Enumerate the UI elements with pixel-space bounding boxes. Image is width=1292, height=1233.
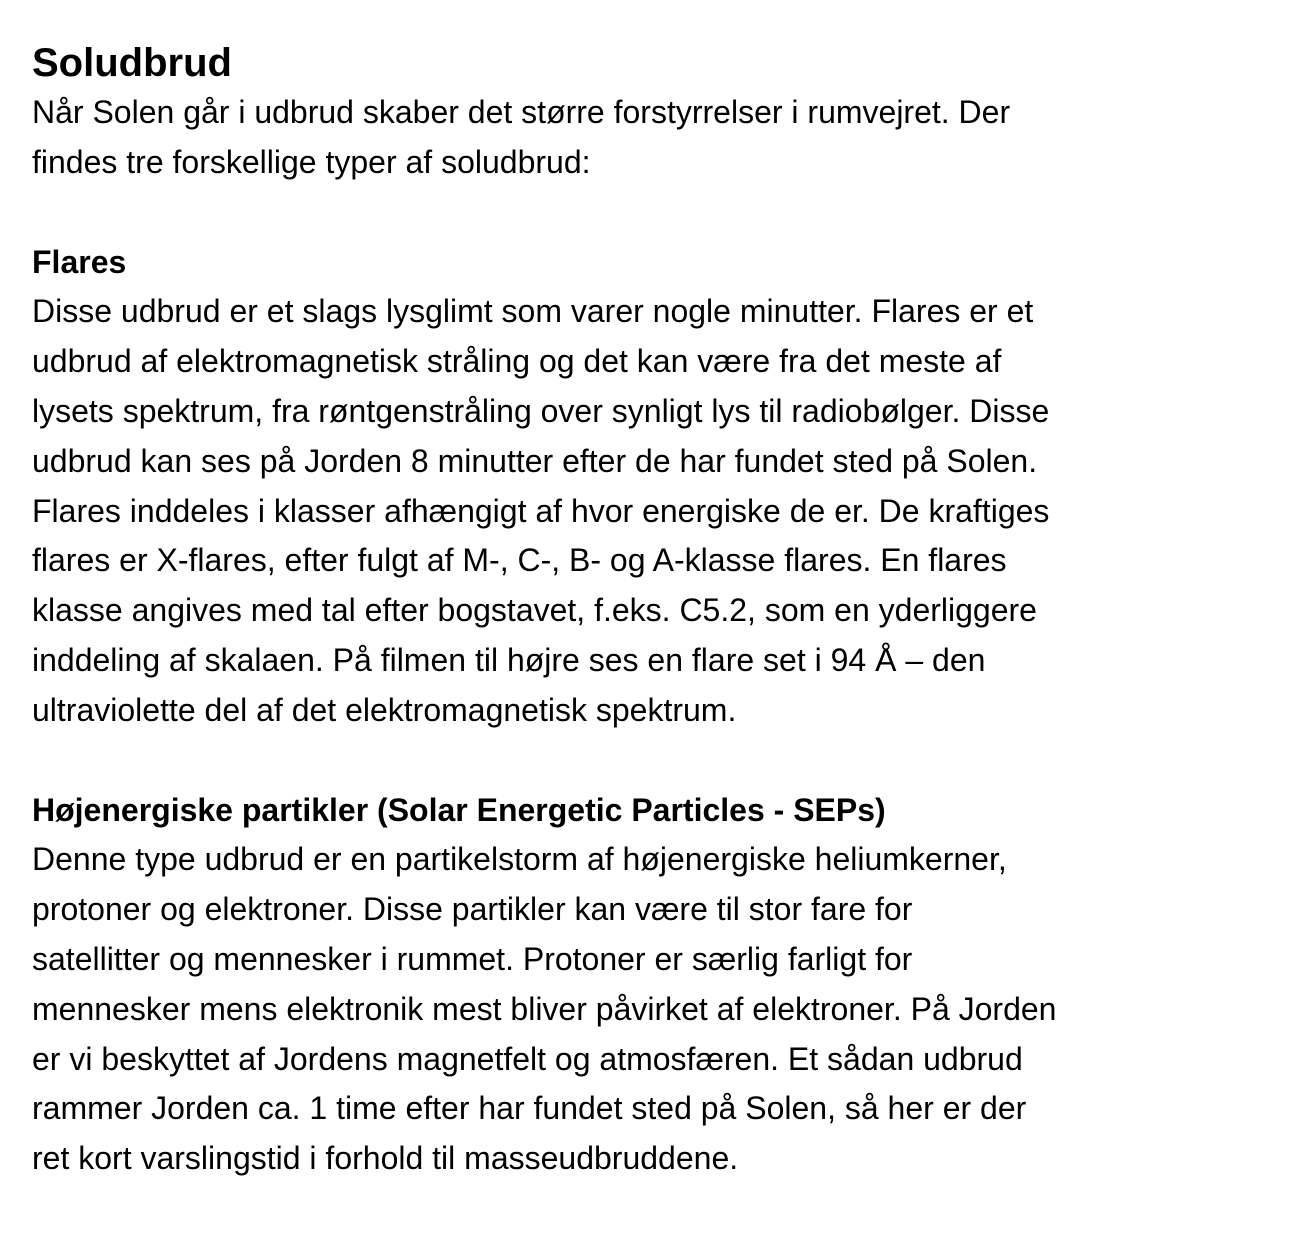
paragraph-gap: [32, 736, 1282, 786]
text-line: flares er X-flares, efter fulgt af M-, C-, B- og A-klasse flares. En flares: [32, 542, 1007, 579]
text-line: ultraviolette del af det elektromagnetisk spektrum.: [32, 691, 737, 728]
text-line: Denne type udbrud er en partikelstorm af højenergiske heliumkerner,: [32, 841, 1007, 878]
text-line: lysets spektrum, fra røntgenstråling over synligt lys til radiobølger. Disse: [32, 392, 1050, 429]
section-heading: Flares: [32, 244, 127, 281]
text-line: klasse angives med tal efter bogstavet, f.eks. C5.2, som en yderliggere: [32, 592, 1037, 629]
text-line: inddeling af skalaen. På filmen til højre ses en flare set i 94 Å – den: [32, 641, 986, 678]
section-seps: [32, 785, 1282, 1184]
text-line: satellitter og mennesker i rummet. Protoner er særlig farligt for: [32, 940, 913, 977]
text-line: rammer Jorden ca. 1 time efter har fundet sted på Solen, så her er der: [32, 1090, 1027, 1127]
section-paragraph: [32, 835, 1282, 1184]
document-page: [32, 38, 1282, 1184]
text-line: ret kort varslingstid i forhold til masseudbruddene.: [32, 1140, 739, 1177]
section-flares: [32, 237, 1282, 735]
text-line: udbrud af elektromagnetisk stråling og det kan være fra det meste af: [32, 343, 1002, 380]
text-line: findes tre forskellige typer af soludbrud:: [32, 143, 591, 180]
text-line: Når Solen går i udbrud skaber det større forstyrrelser i rumvejret. Der: [32, 94, 1011, 130]
page-title: Soludbrud: [32, 41, 232, 85]
section-paragraph: [32, 287, 1282, 735]
text-line: er vi beskyttet af Jordens magnetfelt og atmosfæren. Et sådan udbrud: [32, 1040, 1023, 1077]
text-line: Flares inddeles i klasser afhængigt af hvor energiske de er. De kraftiges: [32, 492, 1050, 529]
text-line: mennesker mens elektronik mest bliver påvirket af elektroner. På Jorden: [32, 990, 1057, 1027]
text-line: protoner og elektroner. Disse partikler kan være til stor fare for: [32, 891, 913, 928]
text-line: udbrud kan ses på Jorden 8 minutter efter de har fundet sted på Solen.: [32, 442, 1038, 479]
intro-paragraph: [32, 88, 1282, 188]
text-line: Disse udbrud er et slags lysglimt som varer nogle minutter. Flares er et: [32, 293, 1034, 330]
paragraph-gap: [32, 188, 1282, 238]
section-heading: Højenergiske partikler (Solar Energetic Particles - SEPs): [32, 792, 886, 829]
